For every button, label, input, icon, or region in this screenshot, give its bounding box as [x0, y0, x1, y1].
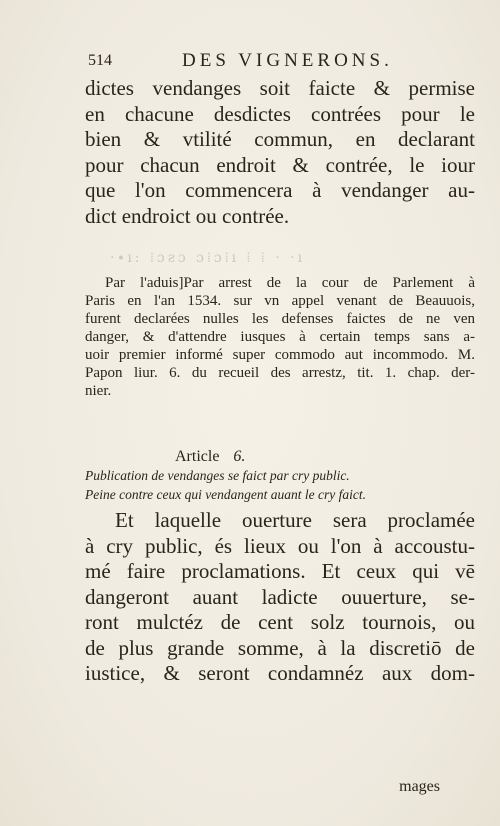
note-line: Paris en l'an 1534. sur vn appel venant de Beauuois,: [85, 293, 475, 309]
text-line: dangeront auant ladicte ouuerture, se-: [85, 584, 475, 609]
bleed-through-text: ·∙ı: ⁞ɔƨɔ ɔ⁞ɔ⁞ı ⁞ ⁞ · ·ı: [110, 250, 306, 266]
article-rubric: Publication de vendanges se faict par cry public.: [85, 468, 350, 483]
note-line: furent declarées nulles les defenses faictes de ne ven: [85, 311, 475, 327]
catchword: mages: [399, 778, 440, 795]
text-line: bien & vtilité commun, en declarant: [85, 127, 475, 151]
article-number: 6.: [233, 448, 246, 465]
article-heading: [85, 448, 475, 466]
note-line: danger, & d'attendre iusques à certain temps sans a-: [85, 329, 475, 345]
article-label: Article: [175, 448, 220, 465]
article-rubric: Peine contre ceux qui vendangent auant le cry faict.: [85, 487, 367, 502]
text-line: à cry public, és lieux ou l'on à accoustu-: [85, 533, 475, 558]
text-line: dictes vendanges soit faicte & permise: [85, 76, 475, 100]
note-line: Papon liur. 6. du recueil des arrestz, tit. 1. chap. der-: [85, 365, 475, 381]
page-header: [88, 50, 452, 78]
article-block: [85, 448, 475, 504]
note-paragraph: [85, 274, 475, 400]
paragraph-2: [85, 508, 475, 687]
note-line: uoir premier informé super commodo aut incommodo. M.: [85, 347, 475, 363]
note-line: nier.: [85, 383, 112, 399]
note-line: Par l'aduis]Par arrest de la cour de Parlement à: [105, 275, 475, 291]
paragraph-1: [85, 76, 475, 229]
running-head: DES VIGNERONS.: [182, 50, 393, 71]
text-line: mé faire proclamations. Et ceux qui vē: [85, 559, 475, 583]
text-line: Et laquelle ouerture sera proclamée: [115, 508, 475, 532]
text-line: de plus grande somme, à la discretiō de: [85, 635, 475, 660]
text-line: en chacune desdictes contrées pour le: [85, 101, 475, 126]
text-line: iustice, & seront condamnéz aux dom-: [85, 661, 475, 685]
text-line: ront mulctéz de cent solz tournois, ou: [85, 610, 475, 634]
page-number: 514: [88, 52, 112, 69]
text-line: que l'on commencera à vendanger au-: [85, 178, 475, 202]
text-line: dict endroict ou contrée.: [85, 203, 290, 228]
text-line: pour chacun endroit & contrée, le iour: [85, 152, 475, 177]
